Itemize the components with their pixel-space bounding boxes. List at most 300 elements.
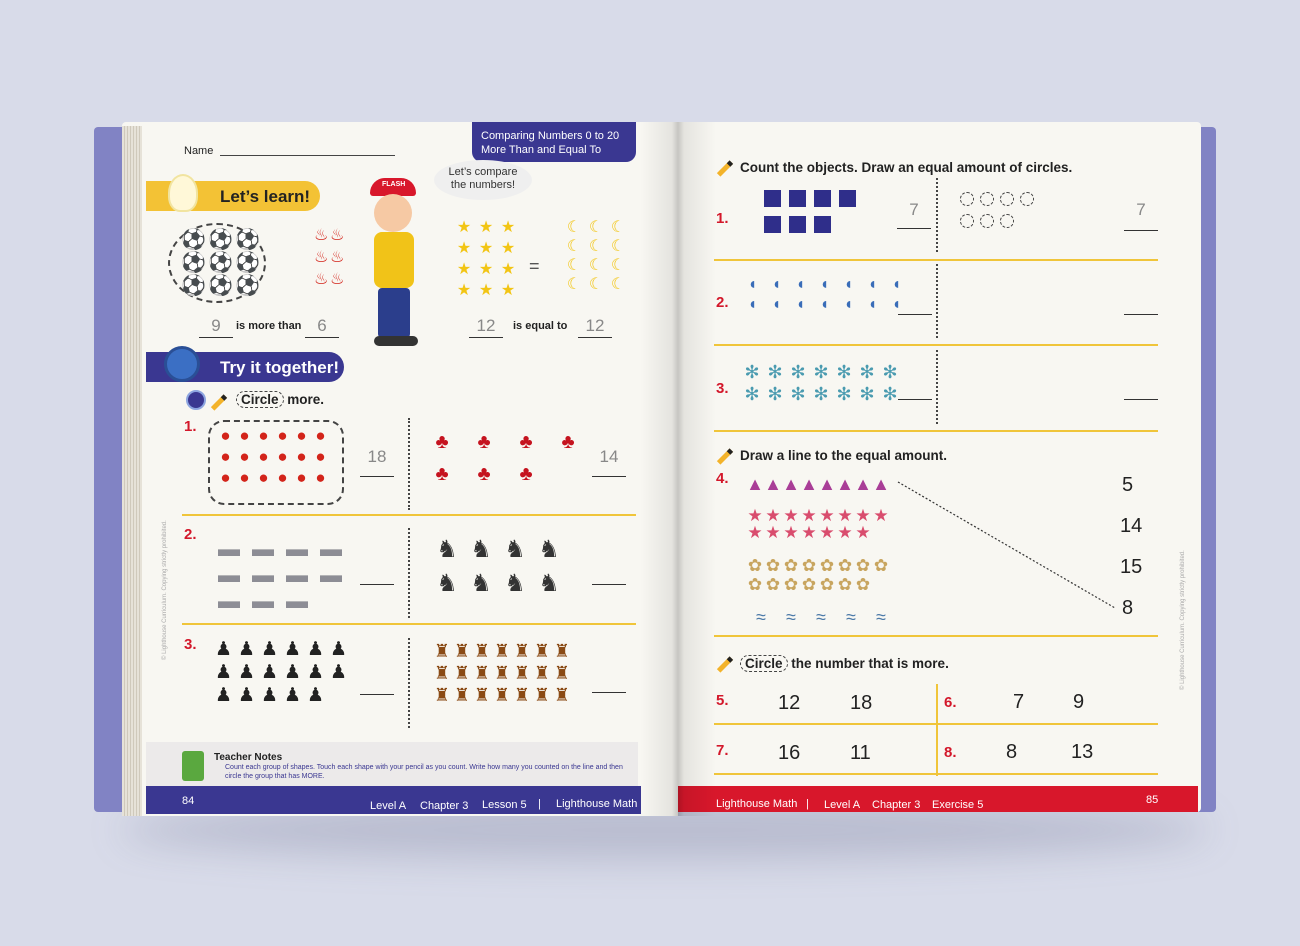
try-together-title: Try it together! (220, 358, 340, 377)
row-number: 2. (716, 294, 729, 311)
pepper-icon: ♨ (330, 271, 345, 288)
footer-brand: Lighthouse Math (556, 798, 638, 810)
pencil-icon (717, 448, 733, 464)
hippo-icon: ▬ (218, 536, 240, 561)
penguin-icon: ♟ (306, 662, 325, 683)
owl-icon: ♜ (533, 641, 551, 661)
moon-icon: ☾ (566, 238, 582, 255)
owl-icon: ♜ (453, 685, 471, 705)
square-group (764, 190, 856, 233)
triangle-icon: ▲ (836, 474, 854, 494)
hippo-icon: ▬ (286, 562, 308, 587)
pink-star-icon: ★ (837, 523, 853, 542)
row-separator (714, 773, 1158, 775)
whale-icon: ≈ (876, 607, 886, 627)
cherry-group (428, 432, 582, 484)
owl-icon: ♜ (513, 663, 531, 683)
strawberry-icon: ● (277, 447, 288, 466)
compare-number: 7. (716, 742, 729, 759)
beachball-icon: ⚽ (235, 252, 260, 274)
compare-value[interactable]: 8 (1006, 741, 1018, 763)
star-icon: ★ (500, 219, 516, 236)
dotted-circle-icon (1020, 192, 1034, 206)
cherry-icon: ♣ (435, 463, 449, 485)
sand-dollar-icon: ✿ (837, 556, 853, 575)
triangle-group (746, 475, 890, 493)
penguin-group (212, 640, 350, 705)
sand-dollar-icon: ✿ (855, 556, 871, 575)
cap-icon: ◖ (795, 296, 806, 313)
strawberry-icon: ● (220, 426, 231, 445)
moon-icon: ☾ (588, 219, 604, 236)
snowflake-icon: ✻ (767, 384, 783, 404)
row-separator (714, 259, 1158, 261)
sand-dollar-icon: ✿ (855, 575, 871, 594)
boy-shoes (374, 336, 418, 346)
star-group (456, 220, 516, 299)
strawberry-icon: ● (258, 426, 269, 445)
star-icon: ★ (456, 219, 472, 236)
pepper-icon: ♨ (314, 227, 329, 244)
row-number: 1. (716, 210, 729, 227)
snowflake-group (742, 363, 900, 403)
snowflake-icon: ✻ (859, 384, 875, 404)
snowflake-icon: ✻ (859, 362, 875, 382)
match-number[interactable]: 15 (1120, 556, 1143, 578)
snowflake-icon: ✻ (882, 384, 898, 404)
moon-icon: ☾ (566, 276, 582, 293)
lets-learn-title: Let’s learn! (220, 187, 311, 206)
pepper-icon: ♨ (330, 249, 345, 266)
compare-value[interactable]: 12 (778, 692, 801, 714)
moon-icon: ☾ (610, 276, 626, 293)
hippo-icon: ▬ (218, 562, 240, 587)
pepper-icon: ♨ (314, 249, 329, 266)
strawberry-icon: ● (258, 447, 269, 466)
answer-line (305, 337, 339, 338)
match-number[interactable]: 8 (1122, 597, 1134, 619)
match-number[interactable]: 14 (1120, 515, 1143, 537)
pink-star-icon: ★ (801, 506, 817, 525)
row-number: 3. (716, 380, 729, 397)
strawberry-icon: ● (296, 426, 307, 445)
sand-dollar-icon: ✿ (765, 575, 781, 594)
hippo-icon: ▬ (252, 536, 274, 561)
owl-icon: ♜ (433, 663, 451, 683)
penguin-icon: ♟ (237, 685, 256, 706)
owl-icon: ♜ (453, 663, 471, 683)
match-number[interactable]: 5 (1122, 474, 1134, 496)
snowflake-icon: ✻ (744, 362, 760, 382)
dotted-circle-icon (960, 192, 974, 206)
compare-value[interactable]: 11 (850, 742, 871, 764)
pepper-icon: ♨ (330, 227, 345, 244)
vertical-divider (408, 528, 410, 618)
cap-icon: ◖ (771, 276, 782, 293)
cherry-icon: ♣ (519, 431, 533, 453)
boy-shirt (374, 232, 414, 288)
triangle-icon: ▲ (872, 474, 890, 494)
star-icon: ★ (478, 240, 494, 257)
answer-line[interactable] (360, 584, 394, 585)
footer-separator: | (806, 798, 809, 810)
is-more-than-label: is more than (236, 320, 302, 332)
square-icon (789, 216, 806, 233)
owl-icon: ♜ (513, 641, 531, 661)
compare-divider (936, 684, 938, 776)
triangle-icon: ▲ (800, 474, 818, 494)
snowflake-icon: ✻ (790, 384, 806, 404)
owl-icon: ♜ (453, 641, 471, 661)
beachball-icon: ⚽ (208, 275, 233, 297)
pink-star-icon: ★ (819, 523, 835, 542)
puzzle-icon (164, 346, 200, 382)
owl-icon: ♜ (533, 685, 551, 705)
footer-level: Level A (824, 799, 861, 811)
vertical-divider (936, 178, 938, 252)
answer-line[interactable] (1124, 314, 1158, 315)
star-icon: ★ (500, 261, 516, 278)
sand-dollar-group (746, 557, 890, 593)
zebra-icon: ♞ (538, 536, 560, 563)
boy-face (374, 194, 412, 232)
beachball-icon: ⚽ (181, 252, 206, 274)
footer-separator: | (538, 798, 541, 810)
strawberry-icon: ● (239, 447, 250, 466)
sand-dollar-icon: ✿ (747, 575, 763, 594)
owl-icon: ♜ (473, 641, 491, 661)
strawberry-icon: ● (277, 468, 288, 487)
compare-value[interactable]: 16 (778, 742, 801, 764)
cap-group (742, 277, 907, 313)
hippo-icon: ▬ (252, 562, 274, 587)
pepper-icon: ♨ (314, 271, 329, 288)
square-icon (839, 190, 856, 207)
dotted-circle-icon (960, 214, 974, 228)
instruction-3-text: the number that is more. (791, 656, 949, 671)
beachball-icon: ⚽ (235, 229, 260, 251)
cap-icon: ◖ (843, 296, 854, 313)
penguin-icon: ♟ (260, 685, 279, 706)
triangle-icon: ▲ (854, 474, 872, 494)
beachball-icon: ⚽ (208, 229, 233, 251)
row-1-left-answer: 7 (909, 200, 919, 219)
penguin-icon: ♟ (237, 639, 256, 660)
lesson-title-box (472, 122, 636, 162)
pink-star-icon: ★ (873, 506, 889, 525)
moon-icon: ☾ (588, 276, 604, 293)
vertical-divider (936, 350, 938, 424)
pink-star-icon: ★ (837, 506, 853, 525)
strawberry-icon: ● (220, 447, 231, 466)
square-icon (789, 190, 806, 207)
row-separator (182, 623, 636, 625)
beachball-icon: ⚽ (181, 275, 206, 297)
row-separator (182, 514, 636, 516)
compare-value[interactable]: 13 (1071, 741, 1094, 763)
cap-icon: ◖ (795, 276, 806, 293)
penguin-icon: ♟ (283, 685, 302, 706)
answer-line[interactable] (592, 476, 626, 477)
instruction-count-objects (716, 160, 1072, 175)
learn-answer-left-2: 12 (476, 316, 496, 335)
zebra-icon: ♞ (470, 570, 492, 597)
owl-icon: ♜ (473, 663, 491, 683)
star-icon: ★ (478, 261, 494, 278)
zebra-icon: ♞ (538, 570, 560, 597)
strawberry-icon: ● (296, 468, 307, 487)
snowflake-icon: ✻ (790, 362, 806, 382)
beachball-icon: ⚽ (235, 275, 260, 297)
sand-dollar-icon: ✿ (873, 556, 889, 575)
exercise-number: 1. (184, 418, 197, 435)
hippo-icon: ▬ (320, 562, 342, 587)
footer-chapter: Chapter 3 (872, 799, 921, 811)
cap-icon: ◖ (843, 276, 854, 293)
vertical-divider (936, 264, 938, 338)
lightbulb-icon (168, 174, 198, 212)
answer-line[interactable] (360, 476, 394, 477)
beachball-group (181, 230, 259, 296)
speech-bubble: Let’s compare the numbers! (434, 160, 532, 200)
cherry-icon: ♣ (435, 431, 449, 453)
moon-icon: ☾ (610, 219, 626, 236)
circle-word: Circle (740, 655, 788, 672)
compare-value[interactable]: 9 (1073, 691, 1085, 713)
right-page (678, 122, 1201, 812)
pink-star-icon: ★ (783, 506, 799, 525)
star-icon: ★ (500, 240, 516, 257)
zebra-icon: ♞ (436, 570, 458, 597)
penguin-icon: ♟ (306, 639, 325, 660)
cap-text: FLASH (382, 181, 406, 188)
row-separator (714, 635, 1158, 637)
strawberry-icon: ● (258, 468, 269, 487)
equals-sign: = (529, 256, 540, 276)
hippo-icon: ▬ (320, 536, 342, 561)
left-footer (146, 786, 641, 814)
owl-icon: ♜ (473, 685, 491, 705)
strawberry-icon: ● (315, 468, 326, 487)
owl-group (432, 642, 572, 704)
cherry-icon: ♣ (477, 431, 491, 453)
right-footer (678, 786, 1198, 812)
snowflake-icon: ✻ (813, 362, 829, 382)
penguin-icon: ♟ (329, 662, 348, 683)
square-icon (814, 190, 831, 207)
snowflake-icon: ✻ (813, 384, 829, 404)
cap-icon: ◖ (771, 296, 782, 313)
pink-star-icon: ★ (819, 506, 835, 525)
row-1-right-answer: 7 (1136, 200, 1146, 219)
sand-dollar-icon: ✿ (801, 575, 817, 594)
star-icon: ★ (478, 282, 494, 299)
star-icon: ★ (456, 282, 472, 299)
compare-number: 8. (944, 744, 957, 761)
cap-icon: ◖ (891, 276, 902, 293)
zebra-icon: ♞ (470, 536, 492, 563)
cap-icon: ◖ (867, 296, 878, 313)
moon-group (566, 220, 626, 293)
strawberry-icon: ● (315, 447, 326, 466)
row-separator (714, 344, 1158, 346)
square-icon (764, 190, 781, 207)
answer-line[interactable] (360, 694, 394, 695)
penguin-icon: ♟ (260, 662, 279, 683)
pink-star-icon: ★ (765, 506, 781, 525)
dotted-circle-icon (980, 214, 994, 228)
answer-line[interactable] (592, 692, 626, 693)
cap-icon: ◖ (747, 296, 758, 313)
strawberry-icon: ● (239, 468, 250, 487)
pencil-icon (717, 656, 733, 672)
owl-icon: ♜ (493, 641, 511, 661)
copyright-left: © Lighthouse Curriculum. Copying strictly prohibited. (162, 520, 168, 660)
compare-value[interactable]: 7 (1013, 691, 1025, 713)
sand-dollar-icon: ✿ (783, 556, 799, 575)
exercise-1-left-answer: 18 (367, 447, 387, 466)
circle-rest: more. (287, 392, 325, 407)
strawberry-group (216, 427, 330, 486)
strawberry-icon: ● (220, 468, 231, 487)
exercise-number: 3. (184, 636, 197, 653)
cherry-icon: ♣ (477, 463, 491, 485)
pink-star-icon: ★ (747, 506, 763, 525)
boy-jeans (378, 288, 410, 338)
owl-icon: ♜ (553, 663, 571, 683)
footer-exercise: Exercise 5 (932, 799, 984, 811)
circle-word: Circle (236, 391, 284, 408)
q4-number: 4. (716, 470, 729, 487)
page-number-right: 85 (1146, 794, 1159, 806)
instruction-1-text: Count the objects. Draw an equal amount of circles. (740, 160, 1073, 175)
answer-line[interactable] (897, 228, 931, 229)
hippo-group (212, 538, 348, 612)
footer-chapter: Chapter 3 (420, 800, 469, 812)
footer-lesson: Lesson 5 (482, 799, 527, 811)
answer-line[interactable] (1124, 399, 1158, 400)
teacher-notes-text: Count each group of shapes. Touch each shape with your pencil as you count. Write how many you counted on the line and then circle the group that has MORE. (225, 764, 623, 780)
cap-icon: ◖ (819, 276, 830, 293)
vertical-divider (408, 638, 410, 728)
footer-brand: Lighthouse Math (716, 798, 798, 810)
star-icon: ★ (456, 240, 472, 257)
cap-icon: ◖ (867, 276, 878, 293)
hippo-icon: ▬ (218, 588, 240, 613)
page-edges (122, 126, 142, 816)
moon-icon: ☾ (610, 238, 626, 255)
triangle-icon: ▲ (746, 474, 764, 494)
whale-icon: ≈ (756, 607, 766, 627)
owl-icon: ♜ (533, 663, 551, 683)
triangle-icon: ▲ (764, 474, 782, 494)
compare-number: 6. (944, 694, 957, 711)
penguin-icon: ♟ (237, 662, 256, 683)
answer-line[interactable] (898, 314, 932, 315)
dotted-circle-icon (1000, 192, 1014, 206)
answer-line[interactable] (1124, 230, 1158, 231)
lesson-title-line1: Comparing Numbers 0 to 20 (481, 130, 620, 142)
cherry-icon: ♣ (519, 463, 533, 485)
zebra-icon: ♞ (504, 570, 526, 597)
owl-icon: ♜ (433, 641, 451, 661)
moon-icon: ☾ (566, 257, 582, 274)
footer-level: Level A (370, 800, 407, 812)
cap-icon: ◖ (891, 296, 902, 313)
moon-icon: ☾ (610, 257, 626, 274)
strawberry-icon: ● (277, 426, 288, 445)
instruction-circle-number (716, 656, 949, 671)
sand-dollar-icon: ✿ (765, 556, 781, 575)
pink-star-icon: ★ (855, 523, 871, 542)
answer-line[interactable] (592, 584, 626, 585)
owl-icon: ♜ (513, 685, 531, 705)
snowflake-icon: ✻ (836, 362, 852, 382)
star-icon: ★ (500, 282, 516, 299)
dotted-circle-group (960, 192, 1035, 228)
whale-icon: ≈ (846, 607, 856, 627)
copyright-right: © Lighthouse Curriculum. Copying strictly prohibited. (1180, 550, 1186, 690)
page-number-left: 84 (182, 795, 195, 807)
snowflake-icon: ✻ (882, 362, 898, 382)
pink-star-icon: ★ (783, 523, 799, 542)
name-line[interactable] (220, 155, 395, 156)
star-icon: ★ (456, 261, 472, 278)
compare-value[interactable]: 18 (850, 692, 873, 714)
pencil-icon (210, 394, 234, 409)
penguin-icon: ♟ (306, 685, 325, 706)
checklist-icon (182, 751, 204, 781)
whale-icon: ≈ (786, 607, 796, 627)
row-separator (714, 430, 1158, 432)
zebra-icon: ♞ (504, 536, 526, 563)
learn-answer-right-2: 12 (585, 316, 605, 335)
snowflake-icon: ✻ (767, 362, 783, 382)
cap-icon: ◖ (819, 296, 830, 313)
answer-line (578, 337, 612, 338)
owl-icon: ♜ (493, 663, 511, 683)
snowflake-icon: ✻ (744, 384, 760, 404)
cherry-icon: ♣ (561, 431, 575, 453)
zebra-icon: ♞ (436, 536, 458, 563)
pepper-group (314, 227, 345, 288)
learn-answer-left: 9 (211, 316, 221, 335)
triangle-icon: ▲ (818, 474, 836, 494)
instruction-2-text: Draw a line to the equal amount. (740, 448, 948, 463)
pink-star-group (746, 507, 890, 541)
sand-dollar-icon: ✿ (819, 575, 835, 594)
dotted-circle-icon (1000, 214, 1014, 228)
strawberry-icon: ● (296, 447, 307, 466)
sand-dollar-icon: ✿ (837, 575, 853, 594)
row-separator (714, 723, 1158, 725)
penguin-icon: ♟ (329, 639, 348, 660)
penguin-icon: ♟ (283, 639, 302, 660)
boy-character (360, 178, 426, 348)
teacher-notes-title: Teacher Notes (214, 752, 283, 763)
penguin-icon: ♟ (214, 639, 233, 660)
answer-line[interactable] (898, 399, 932, 400)
strawberry-icon: ● (315, 426, 326, 445)
owl-icon: ♜ (553, 685, 571, 705)
speaker-icon[interactable] (186, 390, 206, 410)
penguin-icon: ♟ (283, 662, 302, 683)
sand-dollar-icon: ✿ (783, 575, 799, 594)
instruction-draw-line (716, 448, 947, 463)
hippo-icon: ▬ (286, 588, 308, 613)
exercise-number: 2. (184, 526, 197, 543)
pink-star-icon: ★ (747, 523, 763, 542)
